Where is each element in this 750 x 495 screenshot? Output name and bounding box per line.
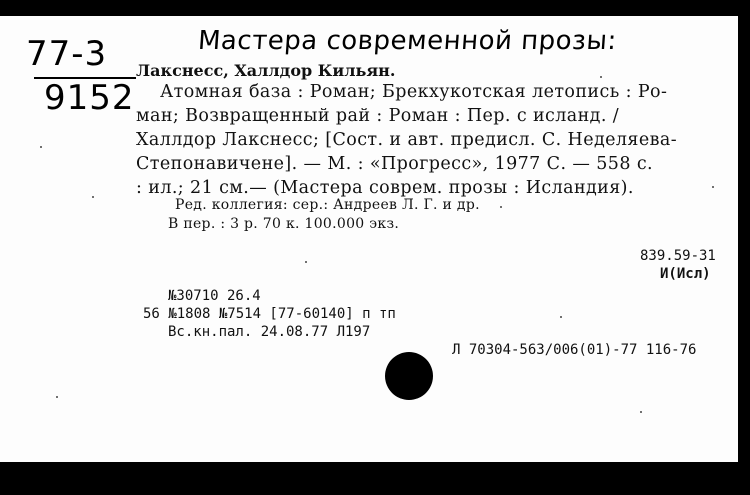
speck: [305, 261, 307, 263]
record-line-3: Халлдор Лакснесс; [Сост. и авт. предисл. С. Неделяева-: [136, 130, 678, 150]
record-line-4: Степонавичене]. — М. : «Прогресс», 1977 С. — 558 с.: [136, 154, 653, 174]
handwritten-series-note: Мастера современной прозы:: [196, 26, 618, 56]
speck: [600, 76, 602, 78]
printing-line-2: 56 №1808 №7514 [77-60140] п тп: [143, 306, 396, 322]
record-line-2: ман; Возвращенный рай : Роман : Пер. с исланд. /: [136, 106, 620, 126]
author-heading: Лакснесс, Халлдор Кильян.: [136, 61, 396, 80]
speck: [560, 316, 562, 318]
printing-code: Л 70304-563/006(01)-77 116-76: [452, 342, 697, 358]
record-line-1: Атомная база : Роман; Брекхукотская летопись : Ро-: [160, 82, 668, 102]
handwritten-code-bottom: 9152: [44, 78, 135, 118]
record-line-5: : ил.; 21 см.— (Мастера соврем. прозы : Исландия).: [136, 178, 634, 198]
speck: [640, 411, 642, 413]
speck: [56, 396, 58, 398]
printing-line-1: №30710 26.4: [168, 288, 261, 304]
punch-hole: [385, 352, 433, 400]
printing-line-3: Вс.кн.пал. 24.08.77 Л197: [168, 324, 371, 340]
udc-code: 839.59-31: [640, 248, 716, 264]
scan-border: [738, 0, 750, 495]
speck: [500, 206, 502, 208]
classification-index: И(Исл): [660, 266, 711, 282]
price-line: В пер. : 3 р. 70 к. 100.000 экз.: [168, 216, 400, 232]
editorial-board: Ред. коллегия: сер.: Андреев Л. Г. и др.: [175, 197, 480, 213]
speck: [40, 146, 42, 148]
speck: [712, 186, 714, 188]
catalog-card: [0, 16, 738, 462]
speck: [92, 196, 94, 198]
handwritten-code-top: 77-3: [26, 34, 108, 74]
